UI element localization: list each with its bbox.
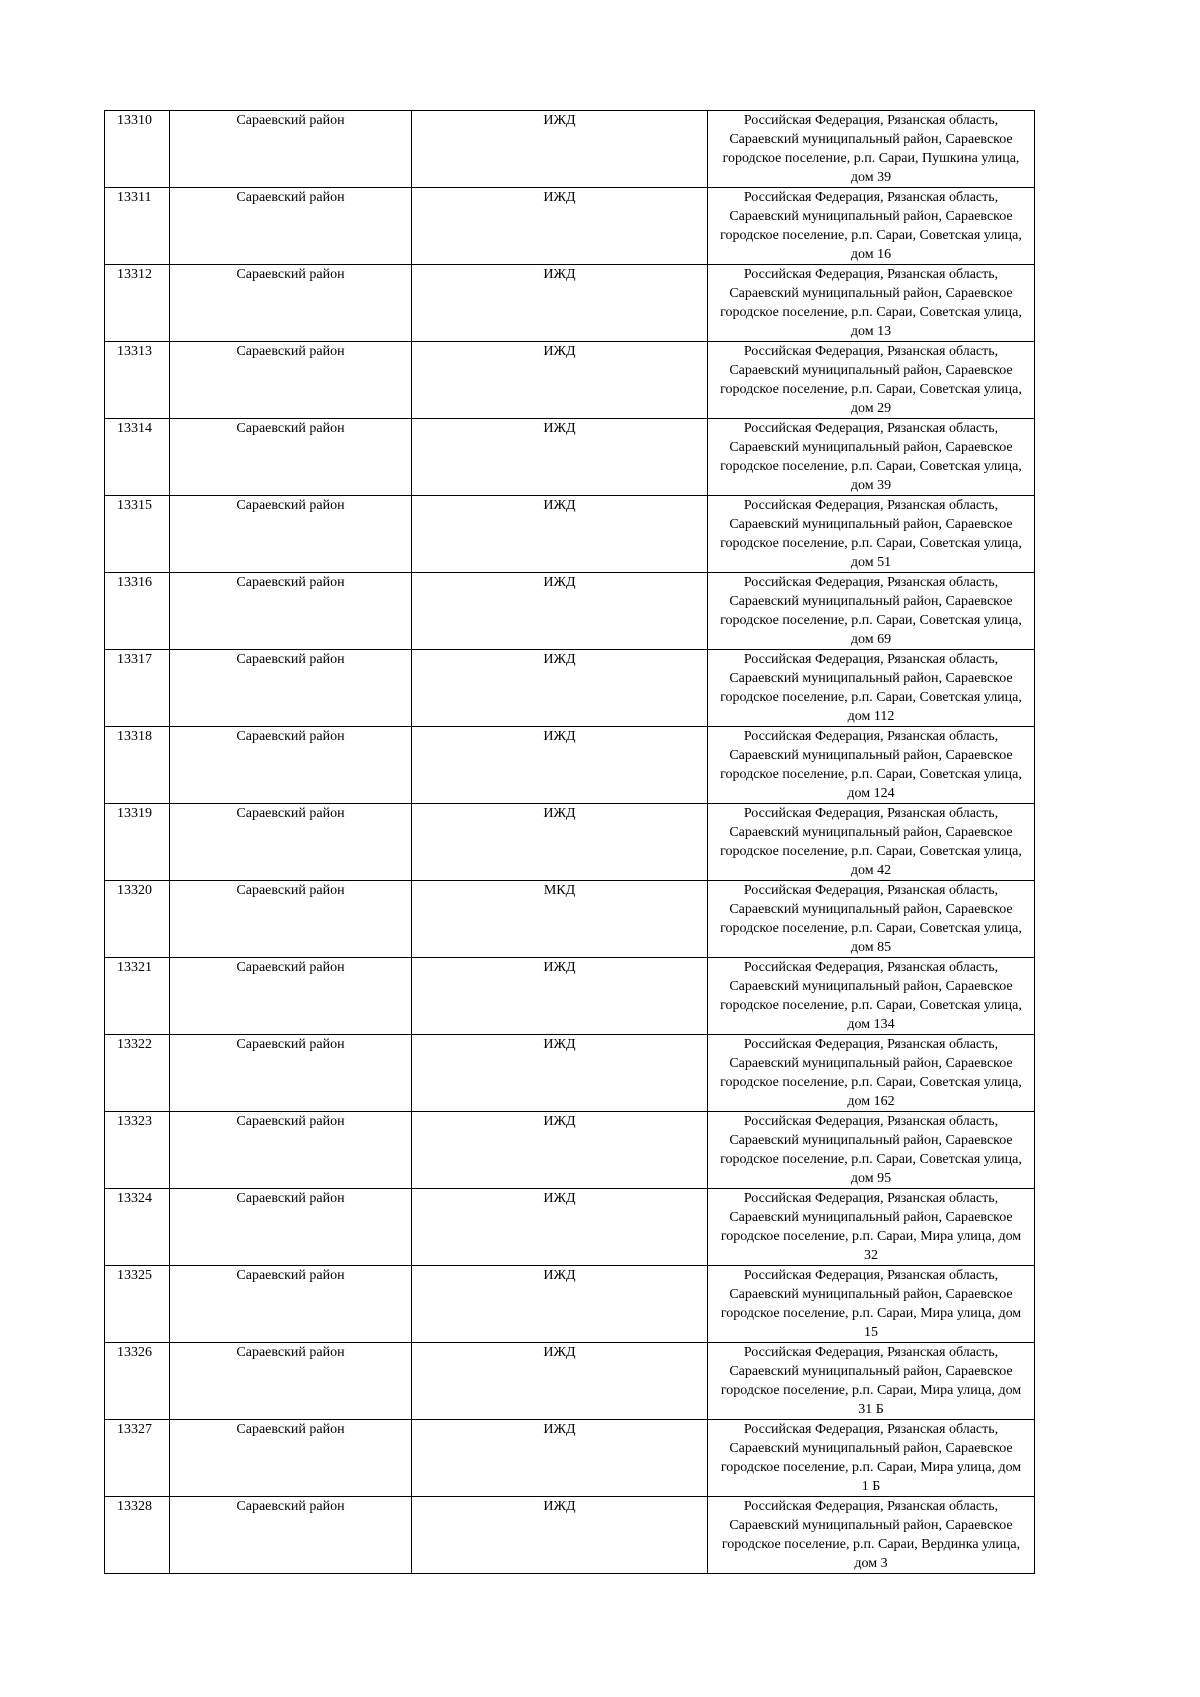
table-row [105, 1112, 1035, 1189]
address-cell: Российская Федерация, Рязанская область, Сараевский муниципальный район, Сараевское городское поселение, р.п. Сараи, Мира улица, дом 15 [708, 1266, 1035, 1343]
row-number: 13315 [105, 496, 170, 573]
address-cell: Российская Федерация, Рязанская область, Сараевский муниципальный район, Сараевское городское поселение, р.п. Сараи, Советская улица, дом 51 [708, 496, 1035, 573]
row-number: 13319 [105, 804, 170, 881]
district-cell: Сараевский район [170, 804, 412, 881]
address-cell: Российская Федерация, Рязанская область, Сараевский муниципальный район, Сараевское городское поселение, р.п. Сараи, Советская улица, дом 85 [708, 881, 1035, 958]
building-type-cell: ИЖД [412, 804, 708, 881]
building-type-cell: ИЖД [412, 573, 708, 650]
building-type-cell: ИЖД [412, 342, 708, 419]
district-cell: Сараевский район [170, 1343, 412, 1420]
building-type-cell: ИЖД [412, 958, 708, 1035]
address-cell: Российская Федерация, Рязанская область, Сараевский муниципальный район, Сараевское городское поселение, р.п. Сараи, Советская улица, дом 69 [708, 573, 1035, 650]
row-number: 13323 [105, 1112, 170, 1189]
building-type-cell: ИЖД [412, 1497, 708, 1574]
table-row [105, 111, 1035, 188]
row-number: 13328 [105, 1497, 170, 1574]
row-number: 13310 [105, 111, 170, 188]
district-cell: Сараевский район [170, 496, 412, 573]
district-cell: Сараевский район [170, 1112, 412, 1189]
building-type-cell: ИЖД [412, 650, 708, 727]
row-number: 13311 [105, 188, 170, 265]
address-cell: Российская Федерация, Рязанская область, Сараевский муниципальный район, Сараевское городское поселение, р.п. Сараи, Советская улица, дом 162 [708, 1035, 1035, 1112]
table-row [105, 342, 1035, 419]
building-type-cell: ИЖД [412, 1343, 708, 1420]
address-cell: Российская Федерация, Рязанская область, Сараевский муниципальный район, Сараевское городское поселение, р.п. Сараи, Советская улица, дом 16 [708, 188, 1035, 265]
address-cell: Российская Федерация, Рязанская область, Сараевский муниципальный район, Сараевское городское поселение, р.п. Сараи, Советская улица, дом 112 [708, 650, 1035, 727]
address-cell: Российская Федерация, Рязанская область, Сараевский муниципальный район, Сараевское городское поселение, р.п. Сараи, Мира улица, дом 32 [708, 1189, 1035, 1266]
address-cell: Российская Федерация, Рязанская область, Сараевский муниципальный район, Сараевское городское поселение, р.п. Сараи, Мира улица, дом 1 Б [708, 1420, 1035, 1497]
table-row [105, 804, 1035, 881]
district-cell: Сараевский район [170, 1420, 412, 1497]
district-cell: Сараевский район [170, 1189, 412, 1266]
district-cell: Сараевский район [170, 1497, 412, 1574]
building-type-cell: ИЖД [412, 265, 708, 342]
table-row [105, 1497, 1035, 1574]
row-number: 13313 [105, 342, 170, 419]
building-type-cell: МКД [412, 881, 708, 958]
district-cell: Сараевский район [170, 188, 412, 265]
district-cell: Сараевский район [170, 650, 412, 727]
address-cell: Российская Федерация, Рязанская область, Сараевский муниципальный район, Сараевское городское поселение, р.п. Сараи, Советская улица, дом 95 [708, 1112, 1035, 1189]
address-cell: Российская Федерация, Рязанская область, Сараевский муниципальный район, Сараевское городское поселение, р.п. Сараи, Советская улица, дом 29 [708, 342, 1035, 419]
district-cell: Сараевский район [170, 881, 412, 958]
district-cell: Сараевский район [170, 111, 412, 188]
address-cell: Российская Федерация, Рязанская область, Сараевский муниципальный район, Сараевское городское поселение, р.п. Сараи, Советская улица, дом 124 [708, 727, 1035, 804]
table-row [105, 1266, 1035, 1343]
row-number: 13324 [105, 1189, 170, 1266]
building-type-cell: ИЖД [412, 1035, 708, 1112]
table-row [105, 573, 1035, 650]
row-number: 13320 [105, 881, 170, 958]
address-cell: Российская Федерация, Рязанская область, Сараевский муниципальный район, Сараевское городское поселение, р.п. Сараи, Советская улица, дом 42 [708, 804, 1035, 881]
building-type-cell: ИЖД [412, 111, 708, 188]
row-number: 13327 [105, 1420, 170, 1497]
table-row [105, 1189, 1035, 1266]
address-cell: Российская Федерация, Рязанская область, Сараевский муниципальный район, Сараевское городское поселение, р.п. Сараи, Вердинка улица, дом 3 [708, 1497, 1035, 1574]
district-cell: Сараевский район [170, 265, 412, 342]
row-number: 13322 [105, 1035, 170, 1112]
table-row [105, 1035, 1035, 1112]
building-type-cell: ИЖД [412, 1189, 708, 1266]
building-type-cell: ИЖД [412, 419, 708, 496]
district-cell: Сараевский район [170, 573, 412, 650]
row-number: 13317 [105, 650, 170, 727]
table-row [105, 958, 1035, 1035]
address-cell: Российская Федерация, Рязанская область, Сараевский муниципальный район, Сараевское городское поселение, р.п. Сараи, Мира улица, дом 31 Б [708, 1343, 1035, 1420]
table-row [105, 419, 1035, 496]
row-number: 13316 [105, 573, 170, 650]
district-cell: Сараевский район [170, 1035, 412, 1112]
district-cell: Сараевский район [170, 727, 412, 804]
building-type-cell: ИЖД [412, 496, 708, 573]
building-type-cell: ИЖД [412, 1112, 708, 1189]
district-cell: Сараевский район [170, 342, 412, 419]
table-row [105, 1420, 1035, 1497]
table-row [105, 265, 1035, 342]
address-cell: Российская Федерация, Рязанская область, Сараевский муниципальный район, Сараевское городское поселение, р.п. Сараи, Советская улица, дом 39 [708, 419, 1035, 496]
row-number: 13312 [105, 265, 170, 342]
district-cell: Сараевский район [170, 958, 412, 1035]
building-type-cell: ИЖД [412, 1420, 708, 1497]
building-type-cell: ИЖД [412, 1266, 708, 1343]
district-cell: Сараевский район [170, 419, 412, 496]
row-number: 13318 [105, 727, 170, 804]
address-cell: Российская Федерация, Рязанская область, Сараевский муниципальный район, Сараевское городское поселение, р.п. Сараи, Пушкина улица, дом 39 [708, 111, 1035, 188]
row-number: 13326 [105, 1343, 170, 1420]
row-number: 13321 [105, 958, 170, 1035]
table-row [105, 881, 1035, 958]
table-row [105, 650, 1035, 727]
address-cell: Российская Федерация, Рязанская область, Сараевский муниципальный район, Сараевское городское поселение, р.п. Сараи, Советская улица, дом 134 [708, 958, 1035, 1035]
district-cell: Сараевский район [170, 1266, 412, 1343]
table-row [105, 188, 1035, 265]
table-row [105, 1343, 1035, 1420]
registry-table-body [105, 111, 1035, 1574]
building-type-cell: ИЖД [412, 727, 708, 804]
row-number: 13325 [105, 1266, 170, 1343]
address-cell: Российская Федерация, Рязанская область, Сараевский муниципальный район, Сараевское городское поселение, р.п. Сараи, Советская улица, дом 13 [708, 265, 1035, 342]
table-row [105, 496, 1035, 573]
table-row [105, 727, 1035, 804]
row-number: 13314 [105, 419, 170, 496]
building-type-cell: ИЖД [412, 188, 708, 265]
address-registry-table [104, 110, 1035, 1574]
